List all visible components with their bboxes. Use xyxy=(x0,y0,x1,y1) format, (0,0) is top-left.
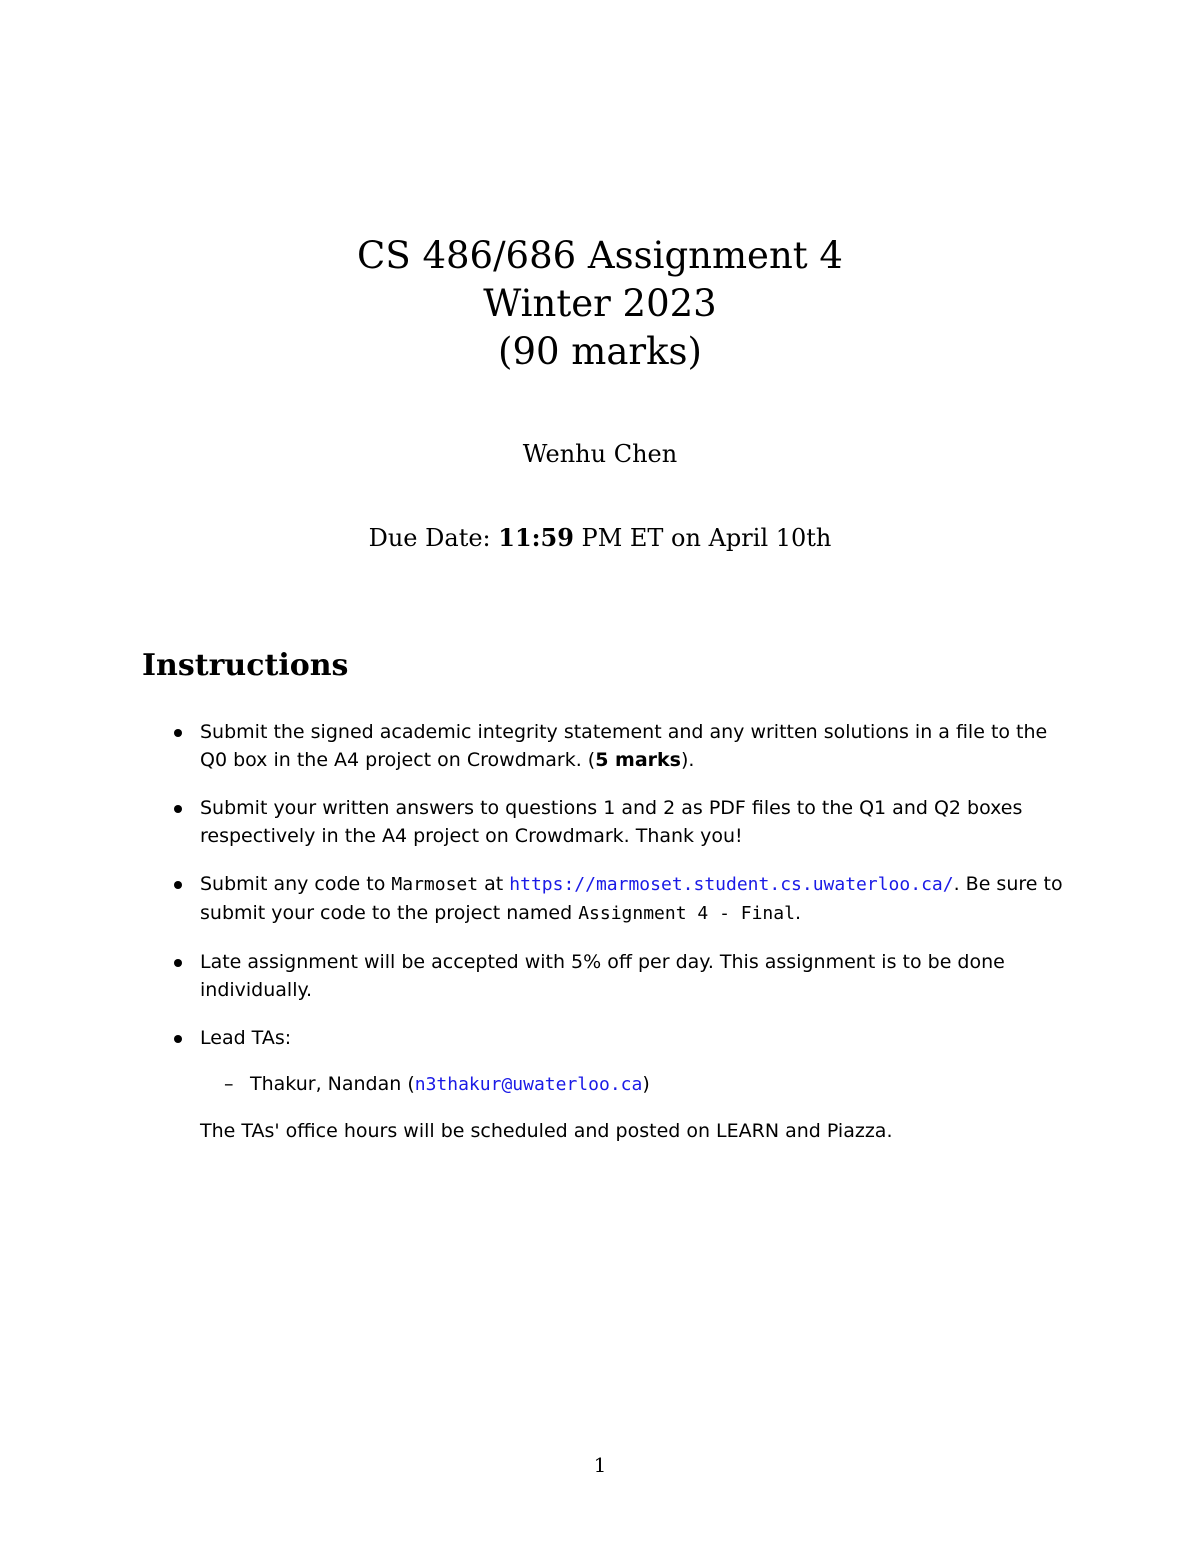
dash-icon: – xyxy=(224,1073,234,1095)
item-text: Submit any code to xyxy=(200,873,392,895)
item-text: Submit the signed academic integrity statement and any written solutions in a file to the Q0 box in the A4 project on Crowdmark. ( xyxy=(200,721,1048,771)
ta-email-link[interactable]: n3thakur@uwaterloo.ca xyxy=(414,1074,643,1095)
item-text-mid2: . Be sure to submit your code to the project named xyxy=(200,873,1063,924)
bullet-icon xyxy=(174,959,182,967)
office-hours-note: The TAs' office hours will be scheduled and posted on LEARN and Piazza. xyxy=(200,1120,893,1142)
list-item xyxy=(172,794,1072,850)
title-block xyxy=(0,232,1200,376)
ta-item xyxy=(200,1070,1072,1099)
item-text: Late assignment will be accepted with 5% off per day. This assignment is to be done individually. xyxy=(200,951,1005,1001)
ta-close: ) xyxy=(642,1073,650,1095)
section-heading-instructions: Instructions xyxy=(142,648,349,683)
item-end: . xyxy=(794,902,801,924)
due-time: 11:59 xyxy=(498,523,574,552)
bullet-icon xyxy=(174,729,182,737)
list-item xyxy=(172,870,1072,928)
due-label: Due Date: xyxy=(368,524,499,552)
lead-tas-label: Lead TAs: xyxy=(200,1027,292,1049)
list-item xyxy=(172,718,1072,774)
ta-name: Thakur, Nandan ( xyxy=(250,1073,415,1095)
item-text: Submit your written answers to questions 1 and 2 as PDF files to the Q1 and Q2 boxes respectively in the A4 project on Crowdmark. Thank you! xyxy=(200,797,1023,847)
due-date xyxy=(0,522,1200,554)
marmoset-link[interactable]: https://marmoset.student.cs.uwaterloo.ca/ xyxy=(509,874,954,895)
project-name: Assignment 4 - Final xyxy=(578,903,795,924)
assignment-title: CS 486/686 Assignment 4 xyxy=(357,234,843,277)
instructions-list xyxy=(172,718,1072,1165)
author: Wenhu Chen xyxy=(522,440,678,468)
list-item xyxy=(172,1024,1072,1145)
marmoset-name: Marmoset xyxy=(391,874,479,895)
page-number: 1 xyxy=(593,1453,607,1477)
list-item xyxy=(172,948,1072,1004)
item-end: ). xyxy=(681,749,695,771)
due-rest: PM ET on April 10th xyxy=(573,524,832,552)
item-text-mid: at xyxy=(478,873,510,895)
total-marks: (90 marks) xyxy=(498,330,702,373)
bullet-icon xyxy=(174,805,182,813)
bullet-icon xyxy=(174,881,182,889)
item-bold-marks: 5 marks xyxy=(595,749,681,771)
term: Winter 2023 xyxy=(483,282,717,325)
bullet-icon xyxy=(174,1035,182,1043)
ta-list xyxy=(200,1070,1072,1099)
